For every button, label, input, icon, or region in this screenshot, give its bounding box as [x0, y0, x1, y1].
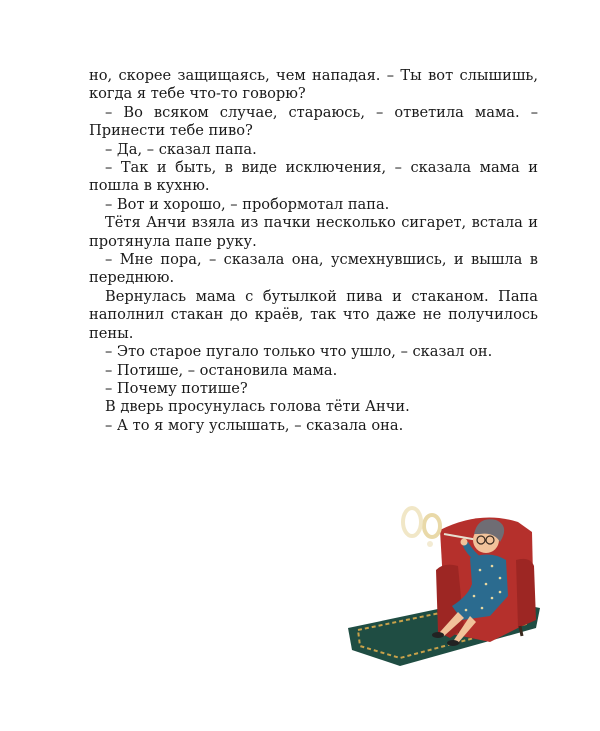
paragraph: – Мне пора, – сказала она, усмехнувшись, и вышла в переднюю. — [89, 251, 538, 287]
paragraph: – Это старое пугало только что ушло, – сказал он. — [105, 343, 493, 361]
paragraph: – Да, – сказал папа. — [105, 140, 257, 158]
smoke-ring — [424, 515, 440, 537]
paragraph: Вернулась мама с бутылкой пива и стаканом. Папа наполнил стакан до краёв, так что даже не получилось пены. — [89, 287, 538, 342]
paragraph: – Во всяком случае, стараюсь, – ответила мама. – Принести тебе пиво? — [89, 103, 538, 140]
paragraph: – Так и быть, в виде исключения, – сказала мама и пошла в кухню. — [89, 159, 538, 195]
paragraph: – А то я могу услышать, – сказала она. — [105, 416, 404, 434]
paragraph: – Почему потише? — [105, 379, 248, 397]
paragraph: Тётя Анчи взяла из пачки несколько сигарет, встала и протянула папе руку. — [89, 214, 538, 250]
paragraph: – Потише, – остановила мама. — [105, 361, 338, 379]
paragraph: В дверь просунулась голова тёти Анчи. — [105, 398, 410, 416]
story-text — [89, 67, 538, 435]
illustration-aunt-smoking-in-armchair — [340, 500, 550, 670]
paragraph: но, скорее защищаясь, чем нападая. – Ты вот слышишь, когда я тебе что-то говорю? — [89, 67, 538, 103]
paragraph: – Вот и хорошо, – пробормотал папа. — [105, 195, 390, 213]
